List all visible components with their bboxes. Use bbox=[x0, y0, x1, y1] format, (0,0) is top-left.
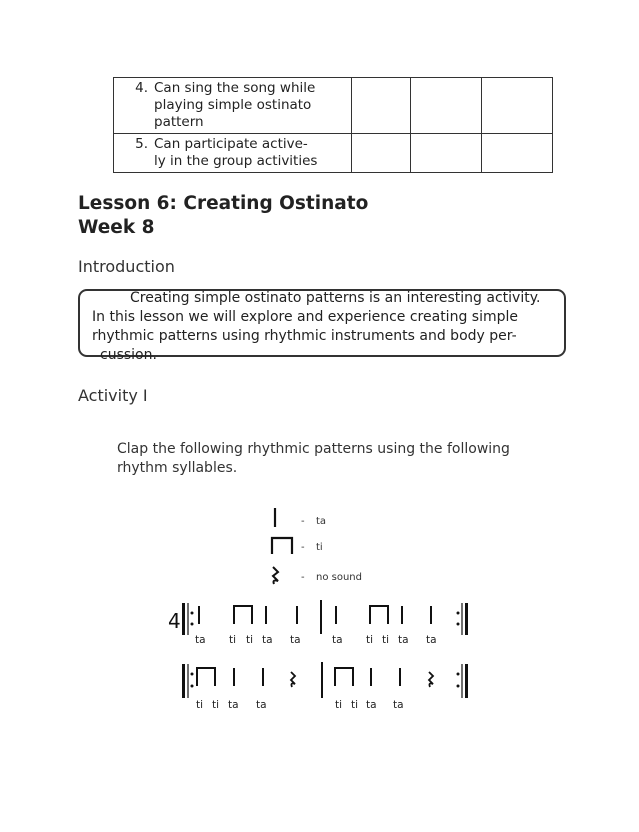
rhythm-row-2 bbox=[182, 662, 468, 698]
item-number: 4. bbox=[135, 80, 148, 96]
legend-label: ta bbox=[316, 516, 327, 527]
legend-ti bbox=[272, 538, 323, 554]
rhythm-syllable: ti bbox=[382, 634, 390, 646]
repeat-dot bbox=[191, 685, 194, 688]
repeat-dot bbox=[457, 623, 460, 626]
legend-label: no sound bbox=[316, 572, 362, 583]
rating-cell bbox=[352, 134, 411, 173]
rhythm-syllable: ti bbox=[212, 699, 220, 711]
repeat-start-thick-bar bbox=[182, 664, 185, 698]
repeat-dot bbox=[191, 623, 194, 626]
legend-label: ti bbox=[316, 542, 323, 553]
rating-cell bbox=[482, 134, 553, 173]
introduction-heading: Introduction bbox=[78, 257, 175, 276]
eighth-note-pair-icon bbox=[272, 538, 292, 554]
legend-dash: - bbox=[301, 542, 305, 553]
activity-instruction bbox=[117, 440, 537, 478]
rhythm-syllable: ta bbox=[426, 634, 437, 646]
repeat-dot bbox=[457, 612, 460, 615]
rhythm-syllable: ta bbox=[393, 699, 404, 711]
rhythm-syllable: ta bbox=[262, 634, 273, 646]
rating-cell bbox=[482, 78, 553, 134]
repeat-dot bbox=[191, 612, 194, 615]
repeat-dot bbox=[457, 685, 460, 688]
legend-ta bbox=[275, 508, 326, 527]
rhythm-syllable: ta bbox=[195, 634, 206, 646]
lesson-week: Week 8 bbox=[78, 217, 155, 238]
rhythm-syllable: ti bbox=[351, 699, 359, 711]
intro-line: cussion. bbox=[100, 347, 157, 363]
rhythm-syllable: ta bbox=[332, 634, 343, 646]
rating-cell bbox=[411, 78, 482, 134]
time-signature: 4 bbox=[168, 609, 181, 633]
rating-cell bbox=[411, 134, 482, 173]
checklist-item-cell bbox=[114, 78, 352, 134]
item-line: Can sing the song while bbox=[154, 80, 316, 96]
repeat-end-thick-bar bbox=[465, 664, 468, 698]
item-line: pattern bbox=[154, 114, 204, 130]
instruction-line: rhythm syllables. bbox=[117, 460, 238, 476]
eighth-note-pair-icon bbox=[234, 606, 252, 624]
rhythm-syllable: ta bbox=[256, 699, 267, 711]
item-line: Can participate active- bbox=[154, 136, 308, 152]
rhythm-syllable: ta bbox=[290, 634, 301, 646]
checklist-row bbox=[114, 134, 553, 173]
rhythm-syllable: ti bbox=[229, 634, 237, 646]
rhythm-row-1 bbox=[182, 600, 468, 635]
item-number: 5. bbox=[135, 136, 148, 152]
rhythm-syllable: ta bbox=[228, 699, 239, 711]
legend-rest bbox=[273, 567, 362, 584]
introduction-text bbox=[92, 289, 562, 365]
repeat-dot bbox=[457, 673, 460, 676]
quarter-rest-icon bbox=[273, 567, 278, 584]
rhythm-syllable: ti bbox=[196, 699, 204, 711]
repeat-dot bbox=[191, 673, 194, 676]
lesson-title: Lesson 6: Creating Ostinato bbox=[78, 193, 369, 214]
quarter-rest-icon bbox=[291, 672, 295, 687]
rhythm-syllable: ti bbox=[246, 634, 254, 646]
rhythm-syllable: ti bbox=[366, 634, 374, 646]
syllables-row-2 bbox=[196, 699, 404, 711]
repeat-start-thick-bar bbox=[182, 603, 185, 635]
syllables-row-1 bbox=[195, 634, 437, 646]
checklist-item-cell bbox=[114, 134, 352, 173]
item-line: ly in the group activities bbox=[154, 153, 318, 169]
eighth-note-pair-icon bbox=[335, 668, 353, 686]
repeat-end-thick-bar bbox=[465, 603, 468, 635]
checklist-row bbox=[114, 78, 553, 134]
legend-dash: - bbox=[301, 516, 305, 527]
eighth-note-pair-icon bbox=[370, 606, 388, 624]
item-text bbox=[154, 136, 347, 170]
intro-line: Creating simple ostinato patterns is an interesting activity. bbox=[130, 290, 541, 306]
legend-dash: - bbox=[301, 572, 305, 583]
intro-line: rhythmic patterns using rhythmic instruments and body per- bbox=[92, 328, 517, 344]
intro-line: In this lesson we will explore and experience creating simple bbox=[92, 309, 518, 325]
item-line: playing simple ostinato bbox=[154, 97, 312, 113]
rating-cell bbox=[352, 78, 411, 134]
eighth-note-pair-icon bbox=[197, 668, 215, 686]
activity-heading: Activity I bbox=[78, 386, 148, 405]
item-text bbox=[154, 80, 347, 131]
rhythm-notation bbox=[160, 500, 480, 715]
checklist-table bbox=[113, 77, 553, 173]
rhythm-syllable: ta bbox=[366, 699, 377, 711]
rhythm-syllable: ti bbox=[335, 699, 343, 711]
quarter-rest-icon bbox=[429, 672, 433, 687]
instruction-line: Clap the following rhythmic patterns using the following bbox=[117, 441, 510, 457]
rhythm-syllable: ta bbox=[398, 634, 409, 646]
